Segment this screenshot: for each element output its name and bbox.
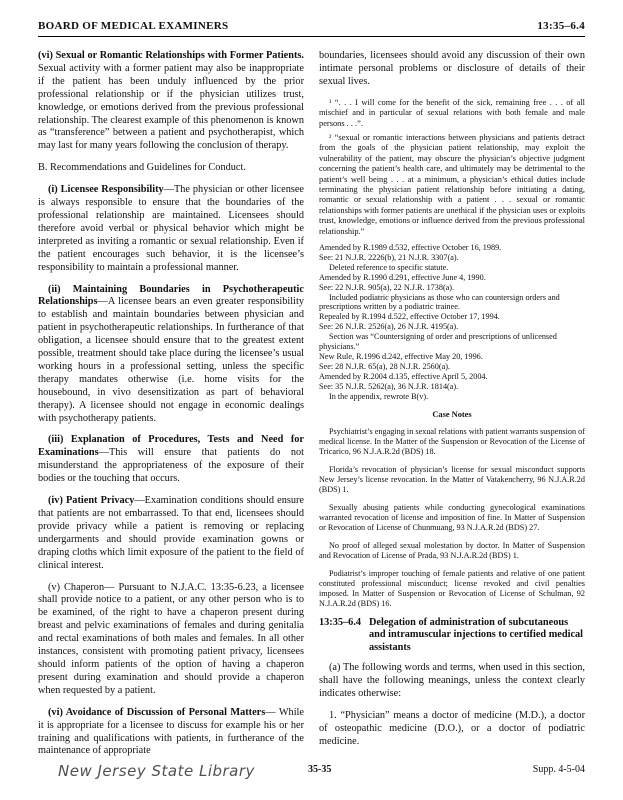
- para-heading: (iii) Explanation of Procedures, Tests and Need for Examinations: [38, 434, 304, 459]
- para-heading: (iv) Patient Privacy: [48, 495, 135, 507]
- para-continuation: boundaries, licensees should avoid any discussion of their own intimate personal problems or disclosure of details of their sexual lives.: [319, 50, 585, 87]
- amendment-line: See: 26 N.J.R. 2526(a), 26 N.J.R. 4195(a).: [319, 322, 459, 332]
- amendment-line: See: 35 N.J.R. 5262(a), 36 N.J.R. 1814(a).: [319, 381, 459, 391]
- para-heading: (i) Licensee Responsibility: [48, 184, 164, 196]
- para-chaperon: (v) Chaperon— Pursuant to N.J.A.C. 13:35-6.23, a licensee shall provide notice to a patient, or any other person who is to be examined, of the right to have a chaperon present during breast and pelvic examinations of females and during genitalia and rectal examinations of both males and females. In all other instances, consistent with promoting patient privacy, licensees should inform patients of the option of having a chaperon present during examination and should provide a chaperon when requested by a patient.: [38, 581, 304, 696]
- para-licensee-responsibility: [38, 184, 304, 274]
- case-note: Sexually abusing patients while conducting gynecological examinations warranted revocation of license and imposition of fine. In Matter of Suspension or Revocation of License of Chunmuang, 93 N.J.A.R.2d (BDS) 27.: [319, 502, 585, 532]
- para-body: —A licensee bears an even greater responsibility to establish and maintain boundaries between physician and patient in psychotherapeutic relationships. In furtherance of that obligation, a licensee should ensure that to the greatest extent possible, treatment should take place during the licensee’s usual working hours in a professional setting, unless the specific therapy mandates otherwise (i.e. home visits for the housebound, in vivo desensitization as part of behavioral therapy). A licensee should not engage in economic dealings with psychotherapy patients.: [38, 296, 304, 424]
- amendment-line: Amended by R.2004 d.135, effective April 5, 2004.: [319, 371, 488, 381]
- page-number: 35-35: [308, 764, 332, 775]
- footnotes: [319, 98, 585, 237]
- section-para-a: (a) The following words and terms, when used in this section, shall have the following meanings, unless the context clearly indicates otherwise:: [319, 662, 585, 700]
- section-number: 13:35–6.4: [319, 616, 362, 628]
- case-notes-heading: Case Notes: [432, 409, 472, 419]
- para-heading: (ii) Maintaining Boundaries in Psychotherapeutic Relationships: [38, 283, 304, 308]
- para-explanation-procedures: [38, 434, 304, 486]
- header-title: BOARD OF MEDICAL EXAMINERS: [38, 20, 229, 32]
- right-column: [319, 50, 585, 758]
- para-maintaining-boundaries: [38, 284, 304, 426]
- amendment-line: New Rule, R.1996 d.242, effective May 20, 1996.: [319, 351, 483, 361]
- case-note: Podiatrist’s improper touching of female patients and relative of one patient constituted professional misconduct; license revoked and civil penalties imposed. In Matter of Suspension or Revocation of License of Schulman, 92 N.J.A.R.2d (BDS) 16.: [319, 568, 585, 608]
- para-body: — While it is appropriate for a licensee to discuss for example his or her training and qualifications with patients, in furtherance of the maintenance of appropriate: [38, 706, 304, 757]
- para-body: —Examination conditions should ensure that patients are not embarrassed. To that end, licensees should provide privacy while a patient is removing or replacing undergarments and should provide examination gowns or draping cloths which limit exposure of the patient to the field of clinical interest.: [38, 495, 304, 571]
- running-header: [38, 18, 585, 37]
- section-title: Delegation of administration of subcutaneous and intramuscular injections to certified medical assistants: [369, 616, 584, 653]
- case-note: Psychiatrist’s engaging in sexual relations with patient warrants suspension of medical license. In the Matter of the Suspension or Revocation of the License of Tricarico, 96 N.J.A.R.2d (BDS) 18.: [319, 426, 585, 456]
- page-footer: [38, 762, 585, 784]
- header-section-number: 13:35–6.4: [537, 20, 585, 32]
- footnote-1: ¹ “. . . I will come for the benefit of the sick, remaining free . . . of all mischief and in particular of sexual relations with both female and male persons . . .”.: [319, 97, 585, 128]
- amendment-line: Amended by R.1989 d.532, effective October 16, 1989.: [319, 243, 502, 252]
- section-b-heading: B. Recommendations and Guidelines for Conduct.: [38, 162, 246, 174]
- para-personal-matters: [38, 707, 304, 759]
- amendment-line: Included podiatric physicians as those who can countersign orders and prescriptions written by a podiatric trainee.: [319, 292, 560, 312]
- case-note: No proof of alleged sexual molestation by doctor. In Matter of Suspension and Revocation of License of Prada, 93 N.J.A.R.2d (BDS) 1.: [319, 540, 585, 560]
- para-patient-privacy: [38, 495, 304, 572]
- case-notes-list: [319, 427, 585, 609]
- amendment-line: See: 22 N.J.R. 905(a), 22 N.J.R. 1738(a).: [319, 282, 455, 292]
- case-note: Florida’s revocation of physician’s license for sexual misconduct supports New Jersey’s license revocation. In the Matter of Vatakencherry, 96 N.J.A.R.2d (BDS) 1.: [319, 464, 585, 494]
- amendment-line: See: 21 N.J.R. 2226(b), 21 N.J.R. 3307(a).: [319, 252, 459, 262]
- footnote-2: ² “sexual or romantic interactions between physicians and patients detract from the goals of the physician patient relationship, may exploit the vulnerability of the patient, may obscure the physician’s objective judgment concerning the patient’s health care, and ultimately may be detrimental to the patient’s well being . . . at a minimum, a physician’s ethical duties include terminating the physician patient relationship before initiating a dating, romantic or sexual relationship with a patient . . . sexual or romantic relationships with former patients are unethical if the physician uses or exploits trust, knowledge, emotions or influence derived from the previous professional relationship.”: [319, 132, 585, 236]
- section-para-1: 1. “Physician” means a doctor of medicine (M.D.), a doctor of osteopathic medicine (D.O.), or a doctor of podiatric medicine.: [319, 710, 585, 747]
- amendment-line: Amended by R.1990 d.291, effective June 4, 1990.: [319, 272, 486, 282]
- amendment-line: Section was “Countersigning of order and prescriptions of unlicensed physicians.”: [319, 332, 557, 352]
- amendment-line: Deleted reference to specific statute.: [329, 262, 449, 272]
- supplement-date: Supp. 4-5-04: [532, 764, 585, 775]
- section-heading: [319, 617, 585, 655]
- para-former-patients: [38, 50, 304, 153]
- para-heading: (vi) Sexual or Romantic Relationships with Former Patients.: [38, 50, 304, 61]
- para-body: Sexual activity with a former patient may also be inappropriate if the patient has been unduly influenced by the prior professional relationship or if the physician utilizes trust, knowledge, or emotions derived from the previous professional relationship. The clearest example of this phenomenon is known as “transference” between a patient and psychotherapist, which may last for many years following the conclusion of therapy.: [38, 62, 304, 152]
- amendment-history: [319, 243, 585, 402]
- amendment-line: Repealed by R.1994 d.522, effective October 17, 1994.: [319, 312, 500, 322]
- left-column: [38, 50, 304, 767]
- library-watermark: New Jersey State Library: [58, 762, 255, 780]
- amendment-line: In the appendix, rewrote B(v).: [329, 391, 429, 401]
- amendment-line: See: 28 N.J.R. 65(a), 28 N.J.R. 2560(a).: [319, 361, 450, 371]
- para-heading: (vi) Avoidance of Discussion of Personal Matters: [48, 706, 266, 718]
- para-body: —The physician or other licensee is always responsible to ensure that the boundaries of the professional relationship are maintained. Licensees should therefore avoid verbal or physical behavior which might be interpreted as inviting a romantic or sexual relationship. Even if the patient encourages such behavior, it is the licensee’s responsibility to maintain a professional manner.: [38, 184, 304, 273]
- para-body: —This will ensure that patients do not misunderstand the appropriateness of the exposure of their bodies or the touching that occurs.: [38, 447, 304, 485]
